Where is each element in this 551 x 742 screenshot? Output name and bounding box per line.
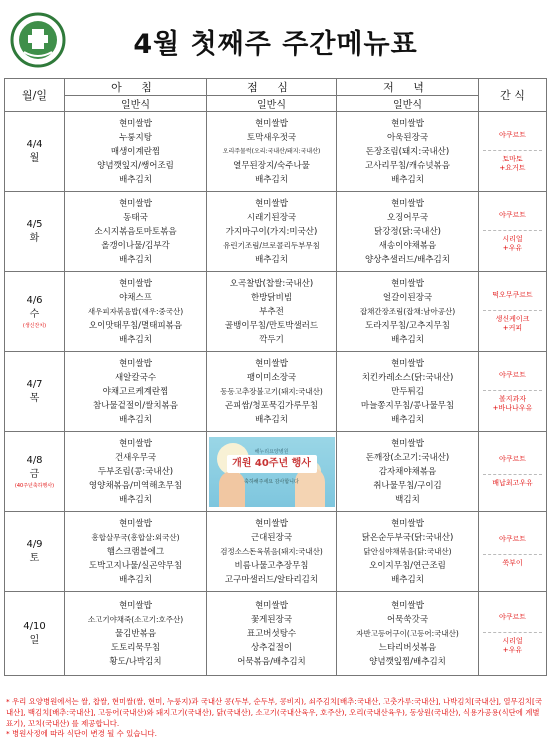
day-weekday: 월 (29, 152, 40, 164)
menu-item: 배추김치 (391, 414, 424, 425)
origin-note: * 우리 요양병원에서는 쌀, 찹쌀, 현미쌀(쌀, 현미, 누룽지)과 국내산 콩(두부, 순두부, 콩비지), 쇠주김치[배추:국내산, 고춧가루:국내산], 나박김치[국내산], 열무김치[국내산], 백김치[배추:국내산], 고등어(국내산)와 돼지고기(국내산), 닭(국내산), 소고기(국내산육우, 호주산), 오리(국내산육우), 동상원(국내산), 식용가공용(식단에 계별표기), 꼬치(국내산) 를 제공합니다. (6, 697, 543, 728)
menu-body (5, 112, 547, 676)
menu-item: 가지마구이(가지:미국산) (225, 226, 318, 237)
day-cell (5, 352, 65, 432)
snack-cell (479, 512, 547, 592)
day-weekday: 일 (29, 634, 40, 646)
day-cell (5, 432, 65, 512)
snack-item: 볼지과자 +바나나우유 (483, 390, 542, 413)
menu-item: 야채고르케계란찜 (102, 386, 169, 397)
breakfast-cell (65, 592, 207, 676)
menu-item: 백김치 (395, 494, 420, 505)
menu-item: 배추김치 (255, 174, 288, 185)
menu-item: 배추김치 (119, 494, 152, 505)
breakfast-header: 아 침 (65, 79, 207, 96)
lunch-cell (207, 112, 337, 192)
day-date: 4/5 (26, 218, 43, 230)
menu-item: 배추김치 (391, 174, 424, 185)
menu-item: 현미쌀밥 (119, 278, 152, 289)
menu-item: 배추김치 (391, 574, 424, 585)
day-row (5, 432, 547, 512)
menu-item: 닭강정(닭:국내산) (374, 226, 441, 237)
menu-item: 현미쌀밥 (119, 118, 152, 129)
snack-cell (479, 192, 547, 272)
menu-item: 치킨카레소스(닭:국내산) (361, 372, 454, 383)
menu-item: 오징어무국 (386, 212, 429, 223)
menu-item: 현미쌀밥 (255, 198, 288, 209)
menu-item: 현미쌀밥 (119, 518, 152, 529)
day-date: 4/4 (26, 138, 43, 150)
date-column-header: 월/일 (5, 79, 65, 112)
menu-item: 오리주물럭(오리:국내산/돼지:국내산) (222, 147, 321, 155)
menu-item: 배추김치 (119, 574, 152, 585)
lunch-type: 일반식 (207, 96, 337, 112)
menu-item: 동동고추장불고기(돼지:국내산) (220, 386, 323, 396)
menu-item: 배추김치 (119, 174, 152, 185)
day-date: 4/6 (26, 294, 43, 306)
day-date: 4/7 (26, 378, 43, 390)
day-weekday: 목 (29, 392, 40, 404)
menu-item: 비름나물고추장무침 (234, 560, 309, 571)
menu-item: 현미쌀밥 (255, 118, 288, 129)
day-date: 4/8 (26, 454, 43, 466)
change-note: * 병원사정에 따라 식단이 변경 될 수 있습니다. (6, 729, 157, 739)
snack-item: 쑥부이 (483, 554, 542, 568)
menu-item: 소고기야채죽(소고기:호주산) (87, 614, 184, 624)
day-row (5, 512, 547, 592)
snack-item: 야쿠르트 (498, 535, 527, 543)
dinner-cell (337, 192, 479, 272)
snack-item: 배납최고우유 (483, 474, 542, 488)
lunch-cell (207, 352, 337, 432)
menu-item: 오이지무침/연근조림 (369, 560, 446, 571)
menu-item: 고사리무침/캐슈넛볶음 (365, 160, 450, 171)
menu-item: 누룽지탕 (119, 132, 152, 143)
poster-caption: 해누리요양병원 (254, 448, 289, 455)
breakfast-type: 일반식 (65, 96, 207, 112)
menu-item: 배추김치 (255, 414, 288, 425)
menu-item: 고구마샐러드/알타리김치 (224, 574, 319, 585)
menu-item: 자반고등어구이(고등어:국내산) (356, 628, 459, 638)
snack-column-header: 간 식 (479, 79, 547, 112)
menu-item: 현미쌀밥 (255, 358, 288, 369)
menu-item: 배추김치 (255, 254, 288, 265)
menu-item: 토막새우젓국 (246, 132, 297, 143)
menu-item: 잡채간장조림(잡채:남아공산) (359, 306, 456, 316)
menu-item: 새송이야채볶음 (378, 240, 437, 251)
breakfast-cell (65, 112, 207, 192)
day-date: 4/9 (26, 538, 43, 550)
dinner-cell (337, 592, 479, 676)
menu-item: 닭온순두부국(닭:국내산) (361, 532, 454, 543)
menu-item: 참나물겉절이/쌀치볶음 (93, 400, 178, 411)
header (4, 4, 547, 76)
menu-item: 어묵볶음/배추김치 (237, 656, 306, 667)
day-cell (5, 512, 65, 592)
menu-item: 돈장조림(돼지:국내산) (365, 146, 450, 157)
day-weekday: 화 (29, 232, 40, 244)
menu-item: 현미쌀밥 (391, 278, 424, 289)
menu-item: 두부조림(콩:국내산) (97, 466, 174, 477)
lunch-cell (207, 432, 337, 512)
day-cell (5, 192, 65, 272)
menu-item: 어묵쑥갓국 (386, 614, 429, 625)
menu-item: 햄스크램블에그 (106, 546, 165, 557)
menu-item: 시래기된장국 (246, 212, 297, 223)
poster-banner: 개원 40주년 행사 (227, 455, 317, 473)
snack-item: 시리얼 +우유 (483, 230, 542, 253)
menu-item: 새우피자볶음밥(새우:중국산) (87, 306, 184, 316)
breakfast-cell (65, 352, 207, 432)
snack-item: 떡오무쿠르트 (492, 290, 533, 299)
menu-item: 현미쌀밥 (255, 600, 288, 611)
menu-item: 배추김치 (391, 334, 424, 345)
menu-item: 취나물무침/구이김 (373, 480, 442, 491)
menu-item: 닭안심야채볶음(닭:국내산) (363, 546, 452, 556)
dinner-cell (337, 432, 479, 512)
day-cell (5, 112, 65, 192)
menu-item: 영양채볶음/미역해초무침 (88, 480, 183, 491)
menu-item: 올갱이나물/김부각 (101, 240, 170, 251)
dinner-header: 저 녁 (337, 79, 479, 96)
breakfast-cell (65, 192, 207, 272)
lunch-cell (207, 272, 337, 352)
menu-item: 현미쌀밥 (391, 118, 424, 129)
menu-item: 표고버섯탕수 (246, 628, 297, 639)
menu-item: 만두튀김 (391, 386, 424, 397)
snack-item: 시리얼 +우유 (483, 632, 542, 655)
menu-item: 부추전 (259, 306, 284, 317)
event-poster-image (209, 437, 335, 507)
snack-item: 야쿠르트 (498, 370, 527, 379)
day-note: (생신잔치) (22, 322, 47, 329)
menu-item: 새알칼국수 (114, 372, 157, 383)
day-note: (40주년축하행사) (14, 482, 55, 489)
menu-item: 현미쌀밥 (391, 518, 424, 529)
menu-item: 열무된장지/숙주나물 (233, 160, 310, 171)
snack-cell (479, 352, 547, 432)
menu-item: 양념깻잎지/쌩어조림 (97, 160, 174, 171)
snack-item: 토마토 +요거트 (483, 150, 542, 173)
menu-item: 느타리버섯볶음 (378, 642, 437, 653)
day-date: 4/10 (23, 620, 46, 632)
dinner-cell (337, 272, 479, 352)
snack-item: 야쿠르트 (498, 455, 527, 463)
day-weekday: 토 (29, 552, 40, 564)
snack-item: 야쿠르트 (498, 130, 527, 139)
menu-item: 현미쌀밥 (391, 358, 424, 369)
day-row (5, 112, 547, 192)
snack-cell (479, 592, 547, 676)
menu-item: 야채스프 (119, 292, 152, 303)
day-weekday: 금 (29, 468, 40, 480)
snack-item: 생신케이크 +커피 (483, 310, 542, 333)
menu-item: 배추김치 (119, 414, 152, 425)
menu-item: 양념깻잎찜/배추김치 (369, 656, 446, 667)
menu-item: 현미쌀밥 (391, 600, 424, 611)
dinner-cell (337, 112, 479, 192)
menu-item: 건새우무국 (114, 452, 157, 463)
menu-item: 현미쌀밥 (119, 438, 152, 449)
snack-item: 야쿠르트 (498, 612, 527, 621)
menu-item: 아욱된장국 (386, 132, 429, 143)
menu-item: 동태국 (123, 212, 148, 223)
menu-item: 돈깨장(소고기:국내산) (365, 452, 450, 463)
snack-cell (479, 432, 547, 512)
day-row (5, 272, 547, 352)
day-cell (5, 592, 65, 676)
menu-item: 유린기조림/브로콜리두부무침 (223, 240, 320, 250)
menu-item: 도박고지나물/실곤약무침 (88, 560, 183, 571)
menu-item: 물김반볶음 (114, 628, 157, 639)
menu-item: 현미쌀밥 (391, 438, 424, 449)
day-weekday: 수 (29, 308, 40, 320)
footnotes (6, 697, 546, 740)
menu-item: 곤피쌈/청포묵김가루무침 (224, 400, 319, 411)
day-row (5, 592, 547, 676)
menu-item: 매생이계란찜 (110, 146, 161, 157)
snack-cell (479, 272, 547, 352)
weekly-menu-table (4, 78, 547, 676)
menu-item: 감자채야채볶음 (378, 466, 437, 477)
menu-item: 깍두기 (259, 334, 284, 345)
menu-item: 근대된장국 (250, 532, 293, 543)
lunch-header: 점 심 (207, 79, 337, 96)
menu-item: 한방닭비빔 (250, 292, 293, 303)
menu-item: 현미쌀밥 (119, 600, 152, 611)
dinner-cell (337, 512, 479, 592)
dinner-type: 일반식 (337, 96, 479, 112)
menu-item: 현미쌀밥 (119, 358, 152, 369)
menu-item: 양상추샐러드/배추김치 (365, 254, 450, 265)
breakfast-cell (65, 272, 207, 352)
snack-cell (479, 112, 547, 192)
page-title: 4월 첫째주 주간메뉴표 (133, 29, 418, 60)
menu-item: 현미쌀밥 (391, 198, 424, 209)
dinner-cell (337, 352, 479, 432)
lunch-cell (207, 592, 337, 676)
lunch-cell (207, 192, 337, 272)
day-row (5, 192, 547, 272)
breakfast-cell (65, 432, 207, 512)
poster-subtitle: 축하해주세요 감사합니다 (244, 478, 299, 485)
menu-item: 현미쌀밥 (119, 198, 152, 209)
menu-item: 꽃게된장국 (250, 614, 293, 625)
menu-item: 황도/나박김치 (109, 656, 162, 667)
menu-item: 오곡찰밥(찹쌀:국내산) (229, 278, 314, 289)
menu-item: 흥합살무국(흥합살:외국산) (91, 532, 180, 542)
lunch-cell (207, 512, 337, 592)
menu-item: 소시지볶음토마토볶음 (94, 226, 177, 237)
snack-item: 야쿠르트 (498, 210, 527, 219)
menu-item: 골뱅이무침/만토박샐러드 (224, 320, 319, 331)
menu-item: 도토리묵무침 (110, 642, 161, 653)
menu-item: 현미쌀밥 (255, 518, 288, 529)
menu-item: 배추김치 (119, 254, 152, 265)
menu-item: 배추김치 (119, 334, 152, 345)
menu-item: 도라지무침/고추지무침 (365, 320, 450, 331)
menu-item: 오이맛태무침/멸태피볶음 (88, 320, 183, 331)
day-cell (5, 272, 65, 352)
menu-item: 마늘쫑지무침/콩나물무침 (360, 400, 455, 411)
day-row (5, 352, 547, 432)
menu-item: 팽이미소장국 (246, 372, 297, 383)
menu-item: 검정소스돈육볶음(돼지:국내산) (220, 546, 323, 556)
menu-item: 상추겉절이 (250, 642, 293, 653)
menu-item: 얼갈이된장국 (382, 292, 433, 303)
breakfast-cell (65, 512, 207, 592)
